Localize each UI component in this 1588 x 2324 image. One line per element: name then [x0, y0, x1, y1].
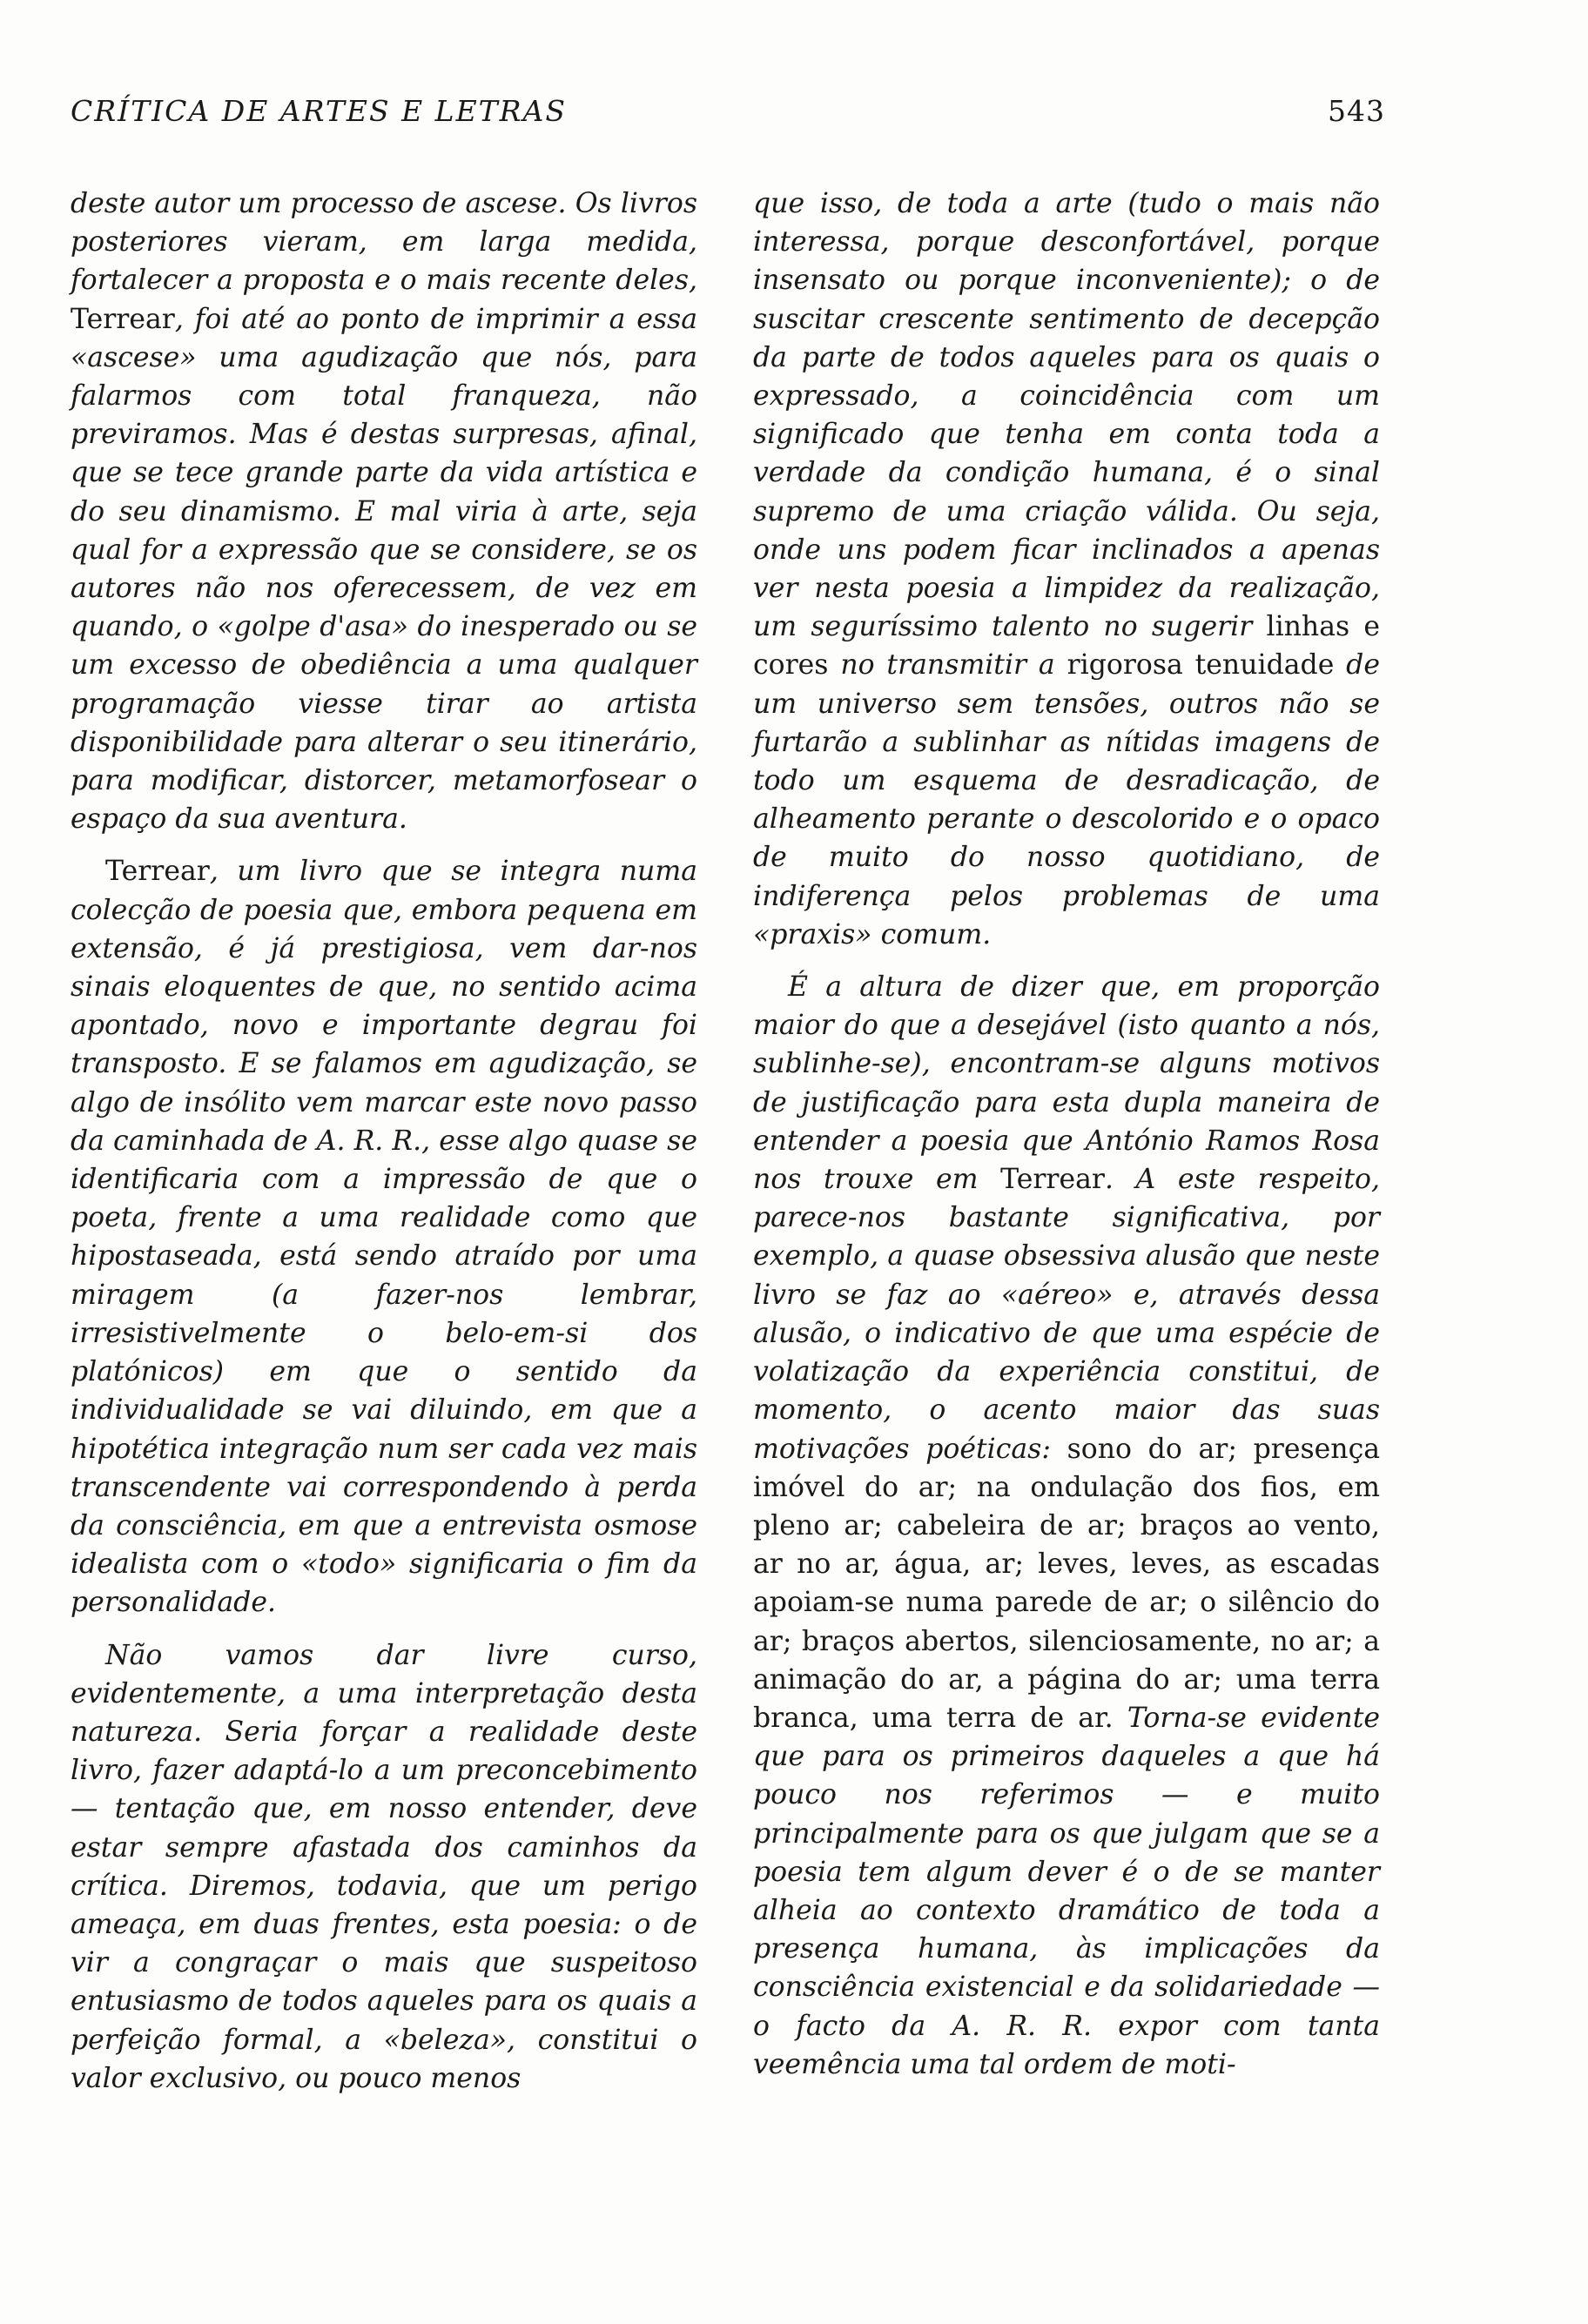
text-run: Não vamos dar livre curso, evidentemente, a uma interpretação desta natureza. Seria forçar a realidade deste livro, fazer adaptá-lo a um preconcebimento — tentação que, em nosso entender, deve estar sempre afastada dos caminhos da crítica. Diremos, todavia, que um perigo ameaça, em duas frentes, esta poesia: o de vir a congraçar o mais que suspeitoso entusiasmo de todos aqueles para os quais a perfeição formal, a «beleza», constitui o valor exclusivo, ou pouco menos — [71, 1639, 697, 2094]
paragraph — [71, 185, 697, 838]
left-column — [71, 185, 697, 2098]
text-run: Torna-se evidente que para os primeiros daqueles a que há pouco nos referimos — e muito principalmente para os que julgam que se a poesia tem algum dever é o de se manter alheia ao contexto dramático de toda a presença humana, às implicações da consciência existencial e da solidariedade — o facto da A. R. R. expor com tanta veemência uma tal ordem de moti- — [753, 1702, 1380, 2080]
roman-text: rigorosa tenuidade — [1067, 649, 1335, 682]
text-run: . A este respeito, parece-nos bastante significativa, por exemplo, a quase obsessiva alusão que neste livro se faz ao «aéreo» e, através dessa alusão, o indicativo de que uma espécie de volatização da experiência constitui, de momento, o acento maior das suas motivações poéticas: — [753, 1164, 1380, 1465]
book-title: Terrear — [1000, 1164, 1105, 1196]
poem-quotation: sono do ar; presença imóvel do ar; na ondulação dos fios, em pleno ar; cabeleira de ar; braços ao vento, ar no ar, água, ar; leves, leves, as escadas apoiam-se numa parede de ar; o silêncio do ar; braços abertos, silenciosamente, no ar; a animação do ar, a página do ar; uma terra branca, uma terra de ar. — [753, 1433, 1380, 1734]
book-title: Terrear — [71, 303, 175, 335]
right-column — [753, 185, 1380, 2084]
text-run: que isso, de toda a arte (tudo o mais não interessa, porque desconfortável, porque insensato ou porque inconveniente); o de suscitar crescente sentimento de decepção da parte de todos aqueles para os quais o expressado, a coincidência com um significado que tenha em conta toda a verdade da condição humana, é o sinal supremo de uma criação válida. Ou seja, onde uns podem ficar inclinados a apenas ver nesta poesia a limpidez da realização, um seguríssimo talento no sugerir — [753, 188, 1380, 643]
paragraph — [753, 968, 1380, 2084]
paragraph — [71, 1636, 697, 2098]
text-run: de um universo sem tensões, outros não se furtarão a sublinhar as nítidas imagens de todo um esquema de desradicação, de alheamento perante o descolorido e o opaco de muito do nosso quotidiano, de indiferença pelos problemas de uma «praxis» comum. — [753, 649, 1380, 950]
text-run: É a altura de dizer que, em proporção maior do que a desejável (isto quanto a nós, sublinhe-se), encontram-se alguns motivos de justificação para esta dupla maneira de entender a poesia que António Ramos Rosa nos trouxe em — [753, 971, 1380, 1196]
text-run: no transmitir a — [828, 649, 1067, 682]
text-run: , um livro que se integra numa colecção de poesia que, embora pequena em extensão, é já prestigiosa, vem dar-nos sinais eloquentes de que, no sentido acima apontado, novo e importante degrau foi transposto. E se falamos em agudização, se algo de insólito vem marcar este novo passo da caminhada de A. R. R., esse algo quase se identificaria com a impressão de que o poeta, frente a uma realidade como que hipostaseada, está sendo atraído por uma miragem (a fazer-nos lembrar, irresistivelmente o belo-em-si dos platónicos) em que o sentido da individualidade se vai diluindo, em que a hipotética integração num ser cada vez mais transcendente vai correspondendo à perda da consciência, em que a entrevista osmose idealista com o «todo» significaria o fim da personalidade. — [71, 856, 697, 1619]
roman-text: linhas e cores — [753, 611, 1380, 682]
text-run: , foi até ao ponto de imprimir a essa «ascese» uma agudização que nós, para falarmos com total franqueza, não previramos. Mas é destas surpresas, afinal, que se tece grande parte da vida artística e do seu dinamismo. E mal viria à arte, seja qual for a expressão que se considere, se os autores não nos oferecessem, de vez em quando, o «golpe d'asa» do inesperado ou se um excesso de obediência a uma qualquer programação viesse tirar ao artista disponibilidade para alterar o seu itinerário, para modificar, distorcer, metamorfosear o espaço da sua aventura. — [71, 303, 697, 836]
book-title: Terrear — [105, 856, 210, 888]
page-number: 543 — [1328, 94, 1385, 128]
paragraph — [753, 185, 1380, 954]
paragraph — [71, 852, 697, 1622]
text-run: deste autor um processo de ascese. Os livros posteriores vieram, em larga medida, fortalecer a proposta e o mais recente deles, — [71, 188, 697, 297]
running-head: CRÍTICA DE ARTES E LETRAS — [71, 94, 567, 128]
